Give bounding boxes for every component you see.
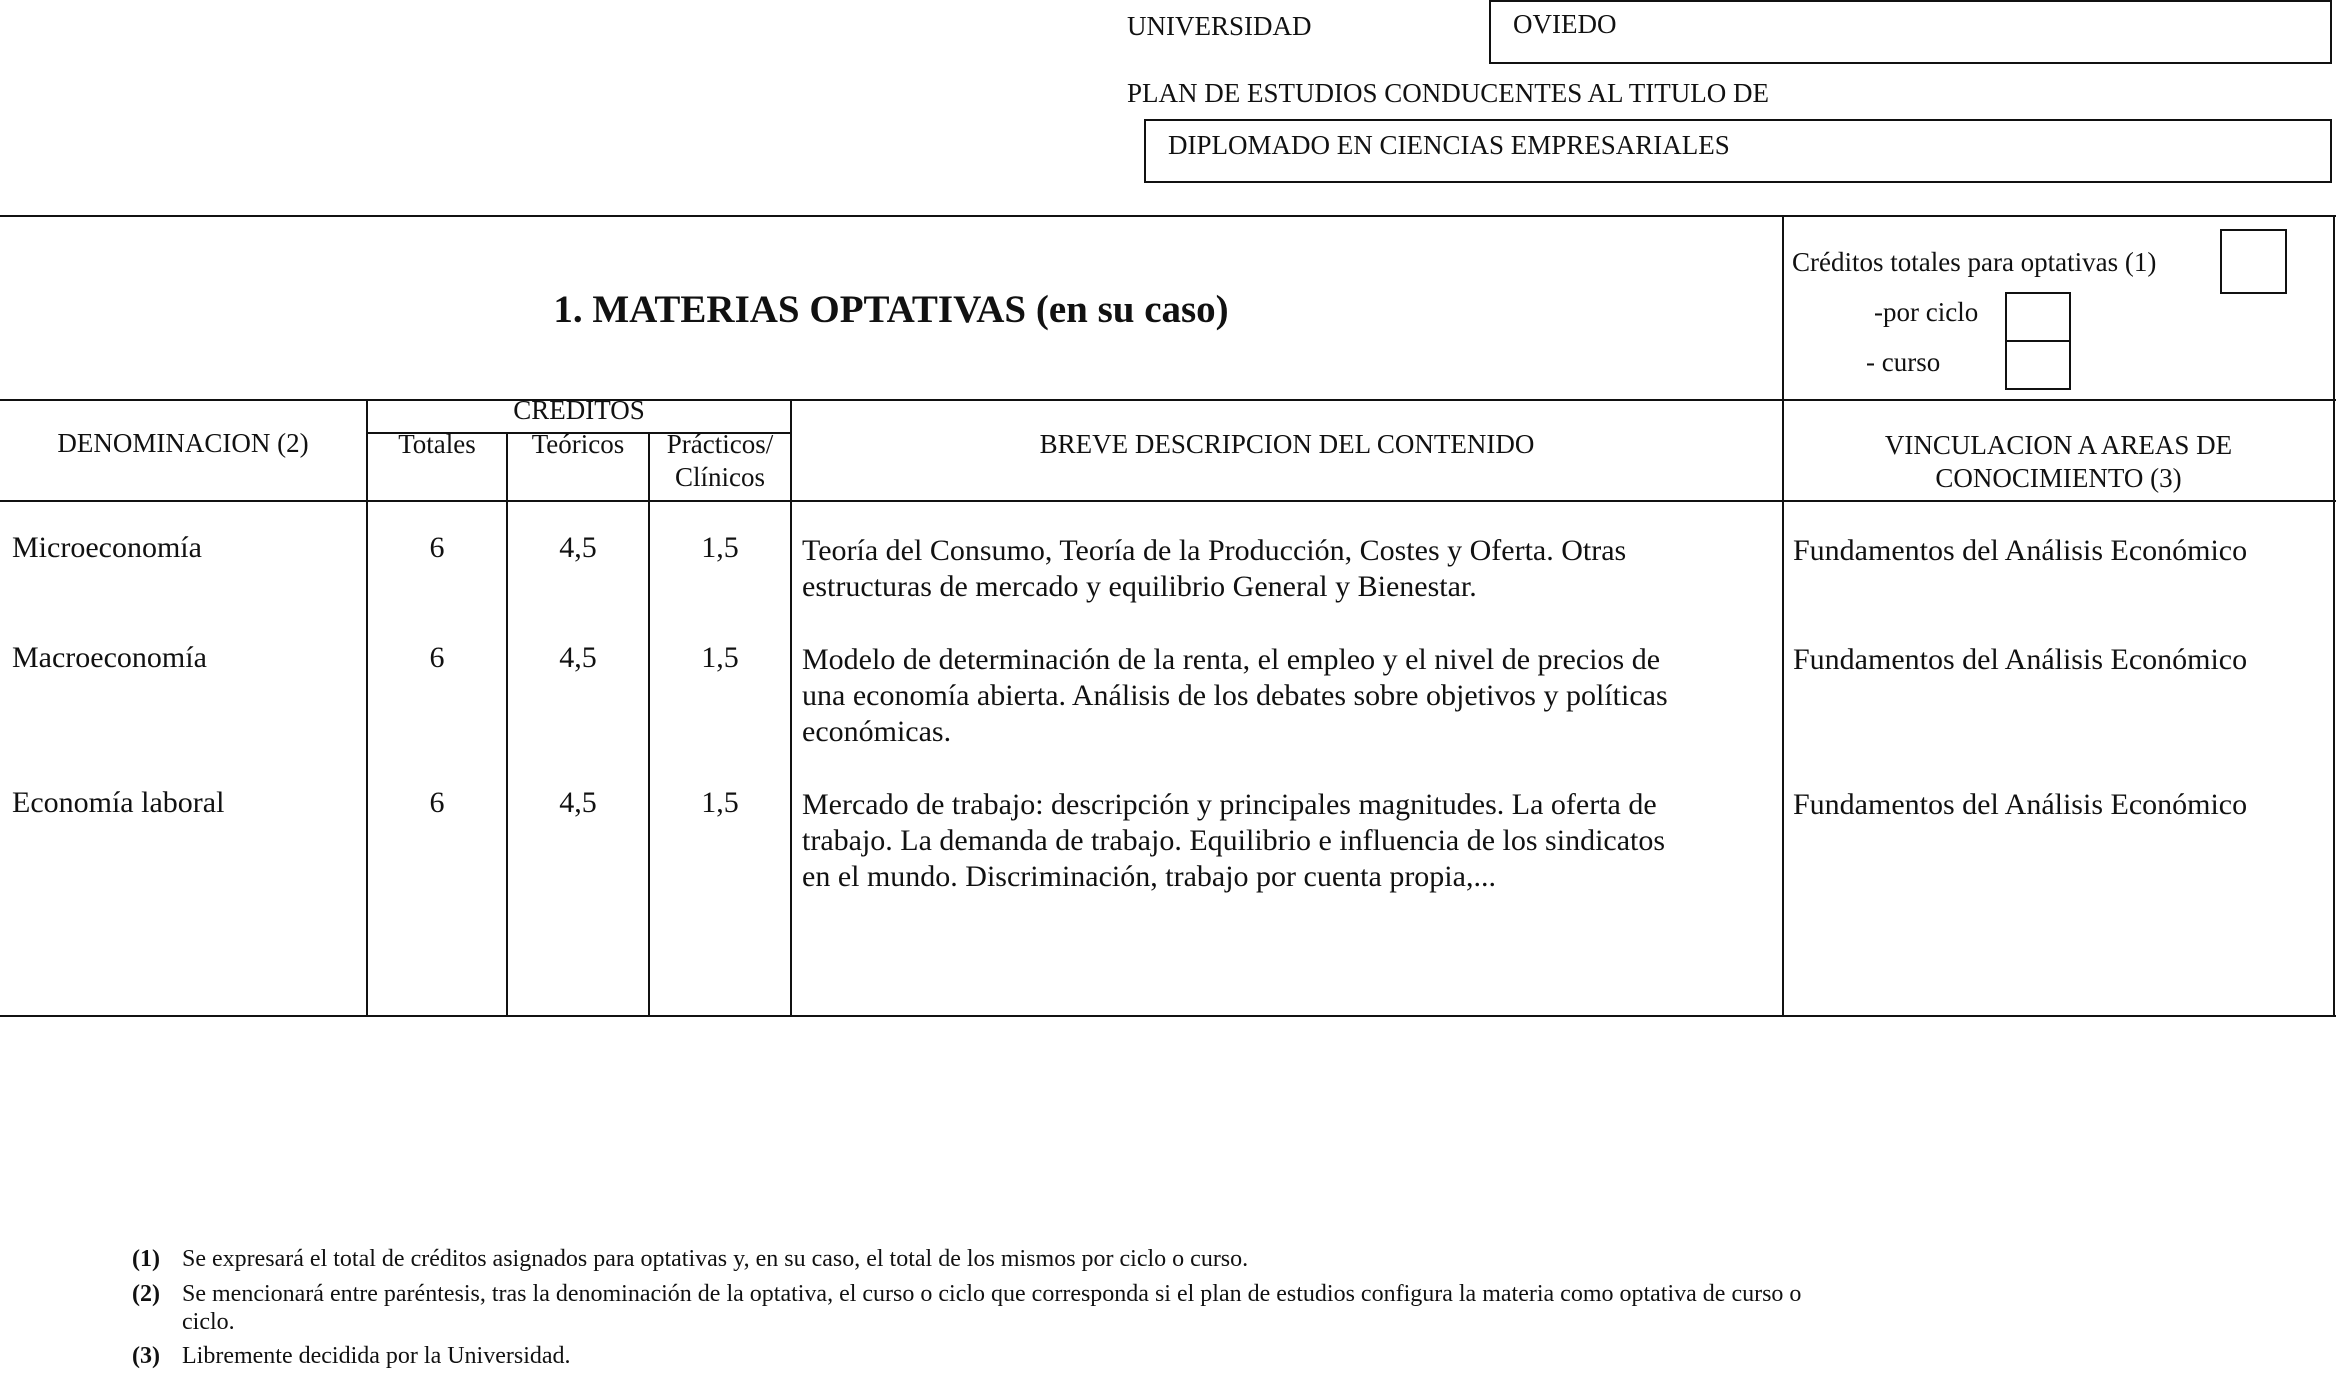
- universidad-value: OVIEDO: [1513, 9, 1617, 39]
- col-divider-teoricos: [506, 432, 508, 1017]
- row-descripcion: [802, 642, 1668, 750]
- col-divider-practicos: [648, 432, 650, 1017]
- table-right-border: [2333, 215, 2335, 1017]
- footnote-mark: (3): [132, 1343, 160, 1369]
- row-descripcion: [802, 787, 1665, 895]
- col-divider-totales: [366, 399, 368, 1017]
- creditos-totales-box: [2220, 229, 2287, 294]
- por-ciclo-box: [2005, 292, 2071, 342]
- descripcion-line: trabajo. La demanda de trabajo. Equilibrio e influencia de los sindicatos: [802, 824, 1666, 857]
- descripcion-line: estructuras de mercado y equilibrio General y Bienestar.: [802, 570, 1477, 603]
- curso-label: - curso: [1866, 347, 1941, 377]
- header-denominacion: DENOMINACION (2): [57, 428, 309, 458]
- row-totales: 6: [429, 641, 445, 674]
- section-title: 1. MATERIAS OPTATIVAS (en su caso): [553, 288, 1229, 331]
- row-denominacion: Macroeconomía: [12, 641, 207, 674]
- header-creditos: CREDITOS: [513, 395, 645, 425]
- row-descripcion: [802, 533, 1626, 605]
- footnote-line: ciclo.: [182, 1309, 235, 1335]
- universidad-label: UNIVERSIDAD: [1127, 11, 1312, 41]
- descripcion-line: Mercado de trabajo: descripción y principales magnitudes. La oferta de: [802, 788, 1657, 821]
- footnote-text: Se expresará el total de créditos asignados para optativas y, en su caso, el total de los mismos por ciclo o curso.: [182, 1246, 1249, 1272]
- row-denominacion: Economía laboral: [12, 786, 225, 819]
- row-practicos: 1,5: [701, 786, 739, 819]
- curso-box: [2005, 340, 2071, 390]
- header-teoricos: Teóricos: [531, 429, 625, 459]
- header-vinculacion-line2: CONOCIMIENTO (3): [1935, 463, 2182, 493]
- descripcion-line: una economía abierta. Análisis de los debates sobre objetivos y políticas: [802, 679, 1668, 712]
- header-vinculacion-line1: VINCULACION A AREAS DE: [1884, 430, 2233, 460]
- footnote-text: [182, 1280, 1801, 1336]
- universidad-field: [1489, 0, 2332, 64]
- plan-label: PLAN DE ESTUDIOS CONDUCENTES AL TITULO DE: [1127, 78, 1769, 108]
- descripcion-line: Modelo de determinación de la renta, el empleo y el nivel de precios de: [802, 643, 1661, 676]
- creditos-totales-label: Créditos totales para optativas (1): [1792, 247, 2157, 277]
- row-vinculacion: Fundamentos del Análisis Económico: [1793, 643, 2248, 676]
- footnote-mark: (1): [132, 1246, 160, 1272]
- descripcion-line: Teoría del Consumo, Teoría de la Producción, Costes y Oferta. Otras: [802, 534, 1627, 567]
- row-vinculacion: Fundamentos del Análisis Económico: [1793, 788, 2248, 821]
- titulo-value: DIPLOMADO EN CIENCIAS EMPRESARIALES: [1168, 130, 1730, 160]
- col-divider-descripcion: [790, 399, 792, 1017]
- table-top-border: [0, 215, 2336, 217]
- descripcion-line: económicas.: [802, 715, 952, 748]
- footnote-line: Se mencionará entre paréntesis, tras la denominación de la optativa, el curso o ciclo que corresponda si el plan de estudios configura la materia como optativa de curso o: [182, 1281, 1802, 1307]
- por-ciclo-label: -por ciclo: [1874, 297, 1979, 327]
- footnote-text: Libremente decidida por la Universidad.: [182, 1343, 571, 1369]
- row-teoricos: 4,5: [559, 786, 597, 819]
- row-practicos: 1,5: [701, 531, 739, 564]
- header-practicos-line1: Prácticos/: [666, 429, 774, 459]
- header-practicos-line2: Clínicos: [674, 462, 765, 492]
- header-totales: Totales: [398, 429, 476, 459]
- row-totales: 6: [429, 786, 445, 819]
- header-vinculacion: [1784, 429, 2333, 495]
- row-practicos: 1,5: [701, 641, 739, 674]
- row-vinculacion: Fundamentos del Análisis Económico: [1793, 534, 2248, 567]
- row-totales: 6: [429, 531, 445, 564]
- row-denominacion: Microeconomía: [12, 531, 202, 564]
- header-row-border: [0, 399, 2336, 401]
- header-bottom-border: [0, 500, 2336, 502]
- header-descripcion: BREVE DESCRIPCION DEL CONTENIDO: [1039, 429, 1535, 459]
- footnote-mark: (2): [132, 1281, 160, 1307]
- row-teoricos: 4,5: [559, 641, 597, 674]
- descripcion-line: en el mundo. Discriminación, trabajo por cuenta propia,...: [802, 860, 1496, 893]
- table-bottom-border: [0, 1015, 2336, 1017]
- row-teoricos: 4,5: [559, 531, 597, 564]
- header-practicos: [650, 428, 790, 494]
- titulo-field: [1144, 119, 2332, 183]
- col-divider-vinculacion: [1782, 215, 1784, 1017]
